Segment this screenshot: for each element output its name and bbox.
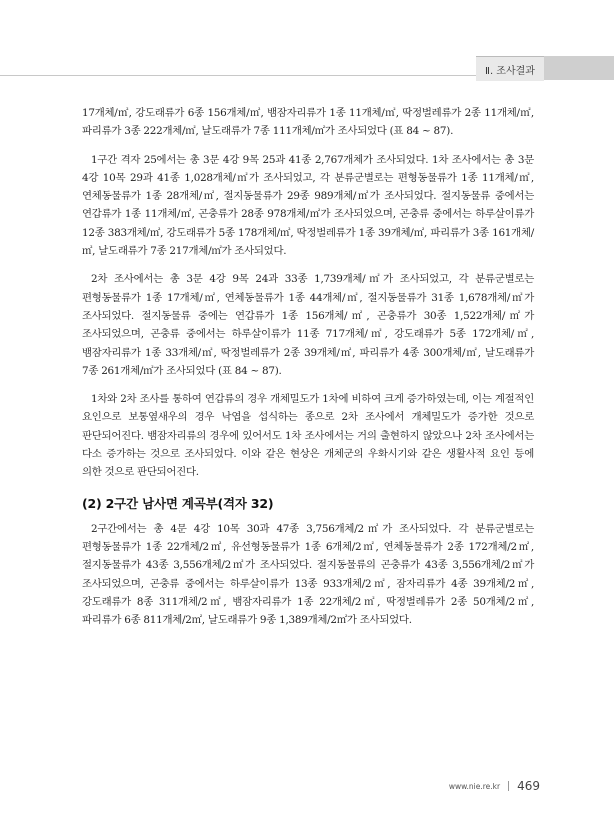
section-heading: (2) 2구간 남사면 계곡부(격자 32) xyxy=(82,495,274,511)
body-text xyxy=(82,104,534,639)
footer-separator xyxy=(508,781,509,791)
paragraph-section2: 2구간에서는 총 4문 4강 10목 30과 47종 3,756개체/2㎡가 조사되었다. 각 분류군별로는 편형동물류가 1종 22개체/2㎡, 유선형동물류가 1종 6개체/2㎡, 연체동물류가 2종 172개체/2㎡, 절지동물류가 43종 3,556개체/2㎡가 조사되었다. 절지동물류의 곤충류가 43종 3,556개체/2㎡가 조사되었으며, 곤충류 중에서는 하루살이류가 13종 933개체/2㎡, 잠자리류가 4종 39개체/2㎡, 강도래류가 8종 311개체/2㎡, 뱀잠자리류가 1종 22개체/2㎡, 딱정벌레류가 2종 50개체/2㎡, 파리류가 6종 811개체/2㎡, 날도래류가 9종 1,389개체/2㎡가 조사되었다. xyxy=(82,522,534,627)
header-rule xyxy=(0,75,544,76)
page-number: 469 xyxy=(517,779,540,793)
chapter-tab: Ⅱ. 조사결과 xyxy=(476,56,544,81)
paragraph-continued: 17개체/㎡, 강도래류가 6종 156개체/㎡, 뱀잠자리류가 1종 11개체/㎡, 딱정벌레류가 2종 11개체/㎡, 파리류가 3종 222개체/㎡, 날도래류가 7종 111개체/㎡가 조사되었다 (표 84 ~ 87). xyxy=(82,107,534,138)
paragraph-comparison: 1차와 2차 조사를 통하여 연갑류의 경우 개체밀도가 1차에 비하여 크게 증가하였는데, 이는 계절적인 요인으로 보통옆새우의 경우 낙엽을 섭식하는 종으로 2차 조사에서 개체밀도가 증가한 것으로 판단되어진다. 뱀잠자리류의 경우에 있어서도 1차 조사에서는 거의 출현하지 않았으나 2차 조사에서는 다소 증가하는 것으로 조사되었다. 이와 같은 현상은 개체군의 우화시기와 같은 생활사적 요인 등에 의한 것으로 판단되어진다. xyxy=(82,393,534,479)
page-footer xyxy=(380,776,540,796)
header-accent-block xyxy=(544,56,614,80)
footer-url: www.nie.re.kr xyxy=(448,781,501,791)
page-header xyxy=(0,0,614,80)
paragraph-second-survey: 2차 조사에서는 총 3문 4강 9목 24과 33종 1,739개체/㎡가 조사되었고, 각 분류군별로는 편형동물류가 1종 17개체/㎡, 연체동물류가 1종 44개체/㎡, 절지동물류가 31종 1,678개체/㎡가 조사되었다. 절지동물류 중에는 연갑류가 1종 156개체/㎡, 곤충류가 30종 1,522개체/㎡가 조사되었으며, 곤충류 중에서는 하루살이류가 11종 717개체/㎡, 강도래류가 5종 172개체/㎡, 뱀잠자리류가 1종 33개체/㎡, 딱정벌레류가 2종 39개체/㎡, 파리류가 4종 300개체/㎡, 날도래류가 7종 261개체/㎡가 조사되었다 (표 84 ~ 87). xyxy=(82,273,534,377)
paragraph-section1-grid25: 1구간 격자 25에서는 총 3문 4강 9목 25과 41종 2,767개체가 조사되었다. 1차 조사에서는 총 3문 4강 10목 29과 41종 1,028개체/㎡가 조사되었고, 각 분류군별로는 편형동물류가 1종 11개체/㎡, 연체동물류가 1종 28개체/㎡, 절지동물류가 29종 989개체/㎡가 조사되었다. 절지동물류 중에서는 연갑류가 1종 11개체/㎡, 곤충류가 28종 978개체/㎡가 조사되었으며, 곤충류 중에서는 하루살이류가 12종 383개체/㎡, 강도래류가 5종 178개체/㎡, 딱정벌레류가 1종 39개체/㎡, 파리류가 3종 161개체/㎡, 날도래류가 7종 217개체/㎡가 조사되었다. xyxy=(82,153,534,258)
